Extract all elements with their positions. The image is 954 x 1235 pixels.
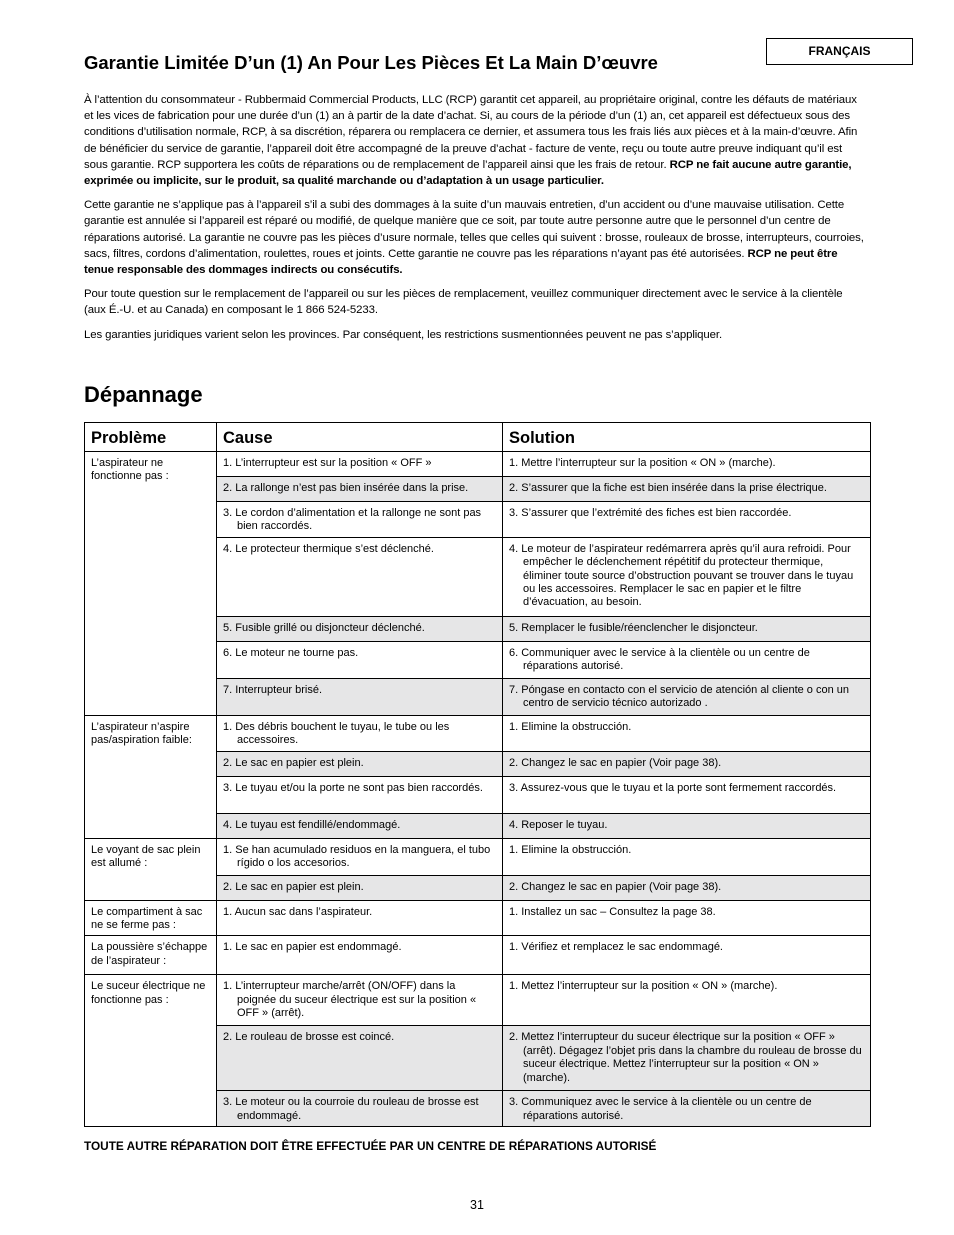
cause-text: 2. Le rouleau de brosse est coincé. xyxy=(223,1031,395,1044)
solution-text: 3. Assurez-vous que le tuyau et la porte sont fermement raccordés. xyxy=(509,781,837,794)
cause-cell xyxy=(217,616,503,641)
solution-text: 1. Mettre l’interrupteur sur la position « ON » (marche). xyxy=(509,457,776,469)
cause-text: 1. Aucun sac dans l’aspirateur. xyxy=(223,905,373,918)
solution-text: 1. Elimine la obstrucción. xyxy=(509,720,632,733)
solution-cell xyxy=(503,813,871,838)
footer-note: TOUTE AUTRE RÉPARATION DOIT ÊTRE EFFECTUÉE PAR UN CENTRE DE RÉPARATIONS AUTORISÉ xyxy=(84,1139,657,1153)
solution-text: 4. Reposer le tuyau. xyxy=(509,818,608,831)
solution-text: 1. Installez un sac – Consultez la page 38. xyxy=(509,905,716,918)
cause-text: 1. L’interrupteur est sur la position « OFF » xyxy=(223,457,432,469)
problem-cell: Le compartiment à sac ne se ferme pas : xyxy=(85,900,217,936)
table-row xyxy=(85,715,871,751)
cause-cell xyxy=(217,875,503,900)
cause-cell xyxy=(217,838,503,875)
cause-cell xyxy=(217,900,503,936)
cause-cell xyxy=(217,975,503,1026)
cause-cell xyxy=(217,537,503,616)
problem-cell: Le suceur électrique ne fonctionne pas : xyxy=(85,975,217,1127)
problem-cell: L’aspirateur n’aspire pas/aspiration faible: xyxy=(85,715,217,838)
solution-cell xyxy=(503,900,871,936)
table-header-row xyxy=(85,423,871,452)
problem-cell: Le voyant de sac plein est allumé : xyxy=(85,838,217,900)
solution-cell xyxy=(503,477,871,502)
solution-text: 3. S’assurer que l’extrémité des fiches est bien raccordée. xyxy=(509,507,792,519)
solution-text: 1. Mettez l’interrupteur sur la position « ON » (marche). xyxy=(509,980,778,993)
warranty-paragraph-4: Les garanties juridiques varient selon les provinces. Par conséquent, les restrictions susmentionnées peuvent ne pas s’appliquer. xyxy=(84,328,723,341)
cause-text: 1. Des débris bouchent le tuyau, le tube ou les accessoires. xyxy=(223,720,450,747)
solution-cell xyxy=(503,715,871,751)
warranty-paragraph-2-text: Cette garantie ne s’applique pas à l’appareil s’il a subi des dommages à la suite d’un mauvais entretien, d’un accident ou d’une mauvaise utilisation. Cette garantie est annulée si l’appareil est réparé ou modifié, de quelque manière que ce soit, par toute autre personne autre que le personnel d’un centre de réparations autorisé. La garantie ne couvre pas les pièces d’usure normale, telles que celles qui suivent : brosse, rouleaux de brosse, interrupteurs, courroies, sacs, filtres, cordons d’alimentation, roulettes, roues et joints. Cette garantie ne couvre pas les réparations n’ayant pas été autorisées. xyxy=(84,199,864,260)
cause-text: 2. Le sac en papier est plein. xyxy=(223,756,364,769)
table-row xyxy=(85,838,871,875)
cause-cell xyxy=(217,936,503,975)
cause-cell xyxy=(217,477,503,502)
cause-cell xyxy=(217,751,503,776)
cause-cell xyxy=(217,641,503,678)
warranty-paragraph-2-bold: RCP ne peut être tenue responsable des dommages indirects ou consécutifs. xyxy=(84,247,838,277)
solution-text: 4. Le moteur de l’aspirateur redémarrera après qu’il aura refroidi. Pour empêcher le déclenchement répétitif du protecteur thermique, éliminer toute source d’obstruction pouvant se trouver dans le tuyau ou les accessoires. Remplacer le sac en papier et le filtre d’évacuation, au besoin. xyxy=(509,542,854,609)
warranty-paragraph-1-bold: RCP ne fait aucune autre garantie, exprimée ou implicite, sur le produit, sa qualité marchande ou d’adaptation à un usage particulier. xyxy=(84,158,852,188)
cause-text: 4. Le protecteur thermique s’est déclenché. xyxy=(223,542,434,555)
cause-cell xyxy=(217,1091,503,1127)
warranty-text xyxy=(84,92,866,351)
solution-text: 7. Póngase en contacto con el servicio de atención al cliente o con un centro de servicio técnico autorizado . xyxy=(509,683,850,710)
cause-text: 5. Fusible grillé ou disjoncteur déclenché. xyxy=(223,621,425,634)
solution-text: 3. Communiquez avec le service à la clientèle ou un centre de réparations autorisé. xyxy=(509,1096,812,1122)
solution-cell xyxy=(503,936,871,975)
table-row xyxy=(85,975,871,1026)
column-header-problem: Problème xyxy=(85,423,217,452)
cause-text: 1. L’interrupteur marche/arrêt (ON/OFF) dans la poignée du suceur électrique est sur la position « OFF » (arrêt). xyxy=(223,980,477,1020)
language-badge: FRANÇAIS xyxy=(766,38,913,65)
cause-text: 4. Le tuyau est fendillé/endommagé. xyxy=(223,818,401,831)
warranty-paragraph-1-text: À l’attention du consommateur - Rubbermaid Commercial Products, LLC (RCP) garantit cet appareil, au propriétaire original, contre les défauts de matériaux et les vices de fabrication pour une durée d’un (1) an à partir de la date d’achat. Si, au cours de la période d’un (1) an, cet appareil est défectueux sous des conditions d’utilisation normale, RCP, à sa discrétion, réparera ou remplacera ce dernier, et assumera tous les frais liés aux pièces et à la main-d’œuvre. Afin de bénéficier du service de garantie, l’appareil doit être accompagné de la preuve d’achat - facture de vente, reçu ou toute autre preuve indiquant qu’il est sous garantie. RCP supportera les coûts de réparations ou de remplacement de l’appareil ainsi que les frais de retour. xyxy=(84,94,858,171)
column-header-solution: Solution xyxy=(503,423,871,452)
solution-cell xyxy=(503,452,871,477)
page-number: 31 xyxy=(470,1198,484,1212)
cause-cell xyxy=(217,1026,503,1091)
troubleshooting-table xyxy=(84,422,871,1127)
warranty-paragraph-2 xyxy=(84,197,866,278)
troubleshooting-title: Dépannage xyxy=(84,382,203,407)
cause-text: 1. Se han acumulado residuos en la manguera, el tubo rígido o los accesorios. xyxy=(223,843,491,870)
table-body xyxy=(85,452,871,1127)
solution-cell xyxy=(503,776,871,813)
solution-text: 2. Changez le sac en papier (Voir page 38). xyxy=(509,880,722,893)
solution-text: 1. Elimine la obstrucción. xyxy=(509,843,632,856)
cause-cell xyxy=(217,452,503,477)
cause-text: 3. Le tuyau et/ou la porte ne sont pas bien raccordés. xyxy=(223,781,483,794)
cause-text: 2. Le sac en papier est plein. xyxy=(223,880,364,893)
cause-text: 2. La rallonge n’est pas bien insérée dans la prise. xyxy=(223,482,469,494)
cause-text: 1. Le sac en papier est endommagé. xyxy=(223,941,402,954)
warranty-title: Garantie Limitée D’un (1) An Pour Les Pièces Et La Main D’œuvre xyxy=(84,52,658,73)
cause-text: 3. Le moteur ou la courroie du rouleau de brosse est endommagé. xyxy=(223,1096,479,1122)
cause-text: 3. Le cordon d’alimentation et la rallonge ne sont pas bien raccordés. xyxy=(223,507,482,533)
solution-text: 2. Changez le sac en papier (Voir page 38). xyxy=(509,756,722,769)
table-row xyxy=(85,936,871,975)
warranty-paragraph-1 xyxy=(84,92,866,189)
problem-cell: L’aspirateur ne fonctionne pas : xyxy=(85,452,217,716)
table-row xyxy=(85,452,871,477)
cause-cell xyxy=(217,813,503,838)
solution-cell xyxy=(503,641,871,678)
warranty-paragraph-3: Pour toute question sur le remplacement de l’appareil ou sur les pièces de remplacement, veuillez communiquer directement avec le service à la clientèle (aux É.-U. et au Canada) en composant le 1 866 524-5233. xyxy=(84,288,843,317)
solution-cell xyxy=(503,838,871,875)
cause-cell xyxy=(217,715,503,751)
solution-text: 2. Mettez l’interrupteur du suceur électrique sur la position « OFF » (arrêt). Dégagez l’objet pris dans la chambre du rouleau de brosse du suceur électrique. Mettez l’interrupteur sur la position « ON » (marche). xyxy=(509,1031,862,1084)
solution-cell xyxy=(503,1026,871,1091)
problem-cell: La poussière s’échappe de l’aspirateur : xyxy=(85,936,217,975)
cause-cell xyxy=(217,776,503,813)
solution-cell xyxy=(503,875,871,900)
column-header-cause: Cause xyxy=(217,423,503,452)
solution-cell xyxy=(503,678,871,715)
cause-text: 7. Interrupteur brisé. xyxy=(223,683,323,696)
table-row xyxy=(85,900,871,936)
solution-cell xyxy=(503,975,871,1026)
solution-cell xyxy=(503,1091,871,1127)
solution-cell xyxy=(503,751,871,776)
cause-cell xyxy=(217,678,503,715)
cause-cell xyxy=(217,502,503,538)
solution-cell xyxy=(503,537,871,616)
solution-text: 6. Communiquer avec le service à la clientèle ou un centre de réparations autorisé. xyxy=(509,646,810,673)
solution-text: 5. Remplacer le fusible/réenclencher le disjoncteur. xyxy=(509,621,758,634)
cause-text: 6. Le moteur ne tourne pas. xyxy=(223,646,359,659)
solution-text: 1. Vérifiez et remplacez le sac endommagé. xyxy=(509,941,723,954)
solution-text: 2. S’assurer que la fiche est bien insérée dans la prise électrique. xyxy=(509,482,827,494)
solution-cell xyxy=(503,616,871,641)
solution-cell xyxy=(503,502,871,538)
